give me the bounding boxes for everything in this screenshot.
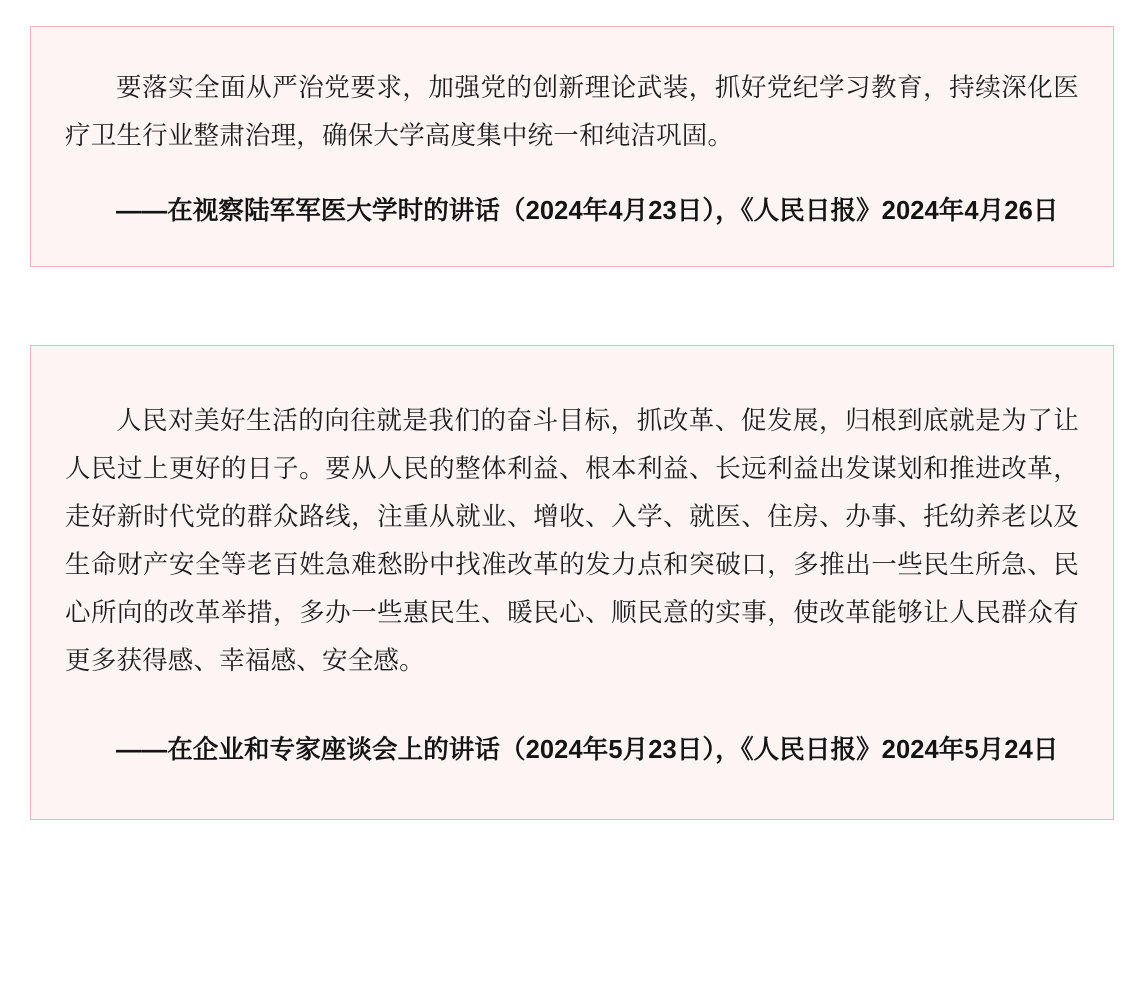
quote-body: 要落实全面从严治党要求，加强党的创新理论武装，抓好党纪学习教育，持续深化医疗卫生行业整肃治理，确保大学高度集中统一和纯洁巩固。 (65, 74, 1079, 150)
quote-source: ——在企业和专家座谈会上的讲话（2024年5月23日），《人民日报》2024年5月24日 (116, 735, 1059, 764)
quote-card (30, 345, 1114, 820)
quote-body: 人民对美好生活的向往就是我们的奋斗目标，抓改革、促发展，归根到底就是为了让人民过上更好的日子。要从人民的整体利益、根本利益、长远利益出发谋划和推进改革，走好新时代党的群众路线，注重从就业、增收、入学、就医、住房、办事、托幼养老以及生命财产安全等老百姓急难愁盼中找准改革的发力点和突破口，多推出一些民生所急、民心所向的改革举措，多办一些惠民生、暖民心、顺民意的实事，使改革能够让人民群众有更多获得感、幸福感、安全感。 (65, 407, 1079, 675)
quote-source: ——在视察陆军军医大学时的讲话（2024年4月23日），《人民日报》2024年4月26日 (116, 196, 1059, 225)
quote-card (30, 26, 1114, 267)
